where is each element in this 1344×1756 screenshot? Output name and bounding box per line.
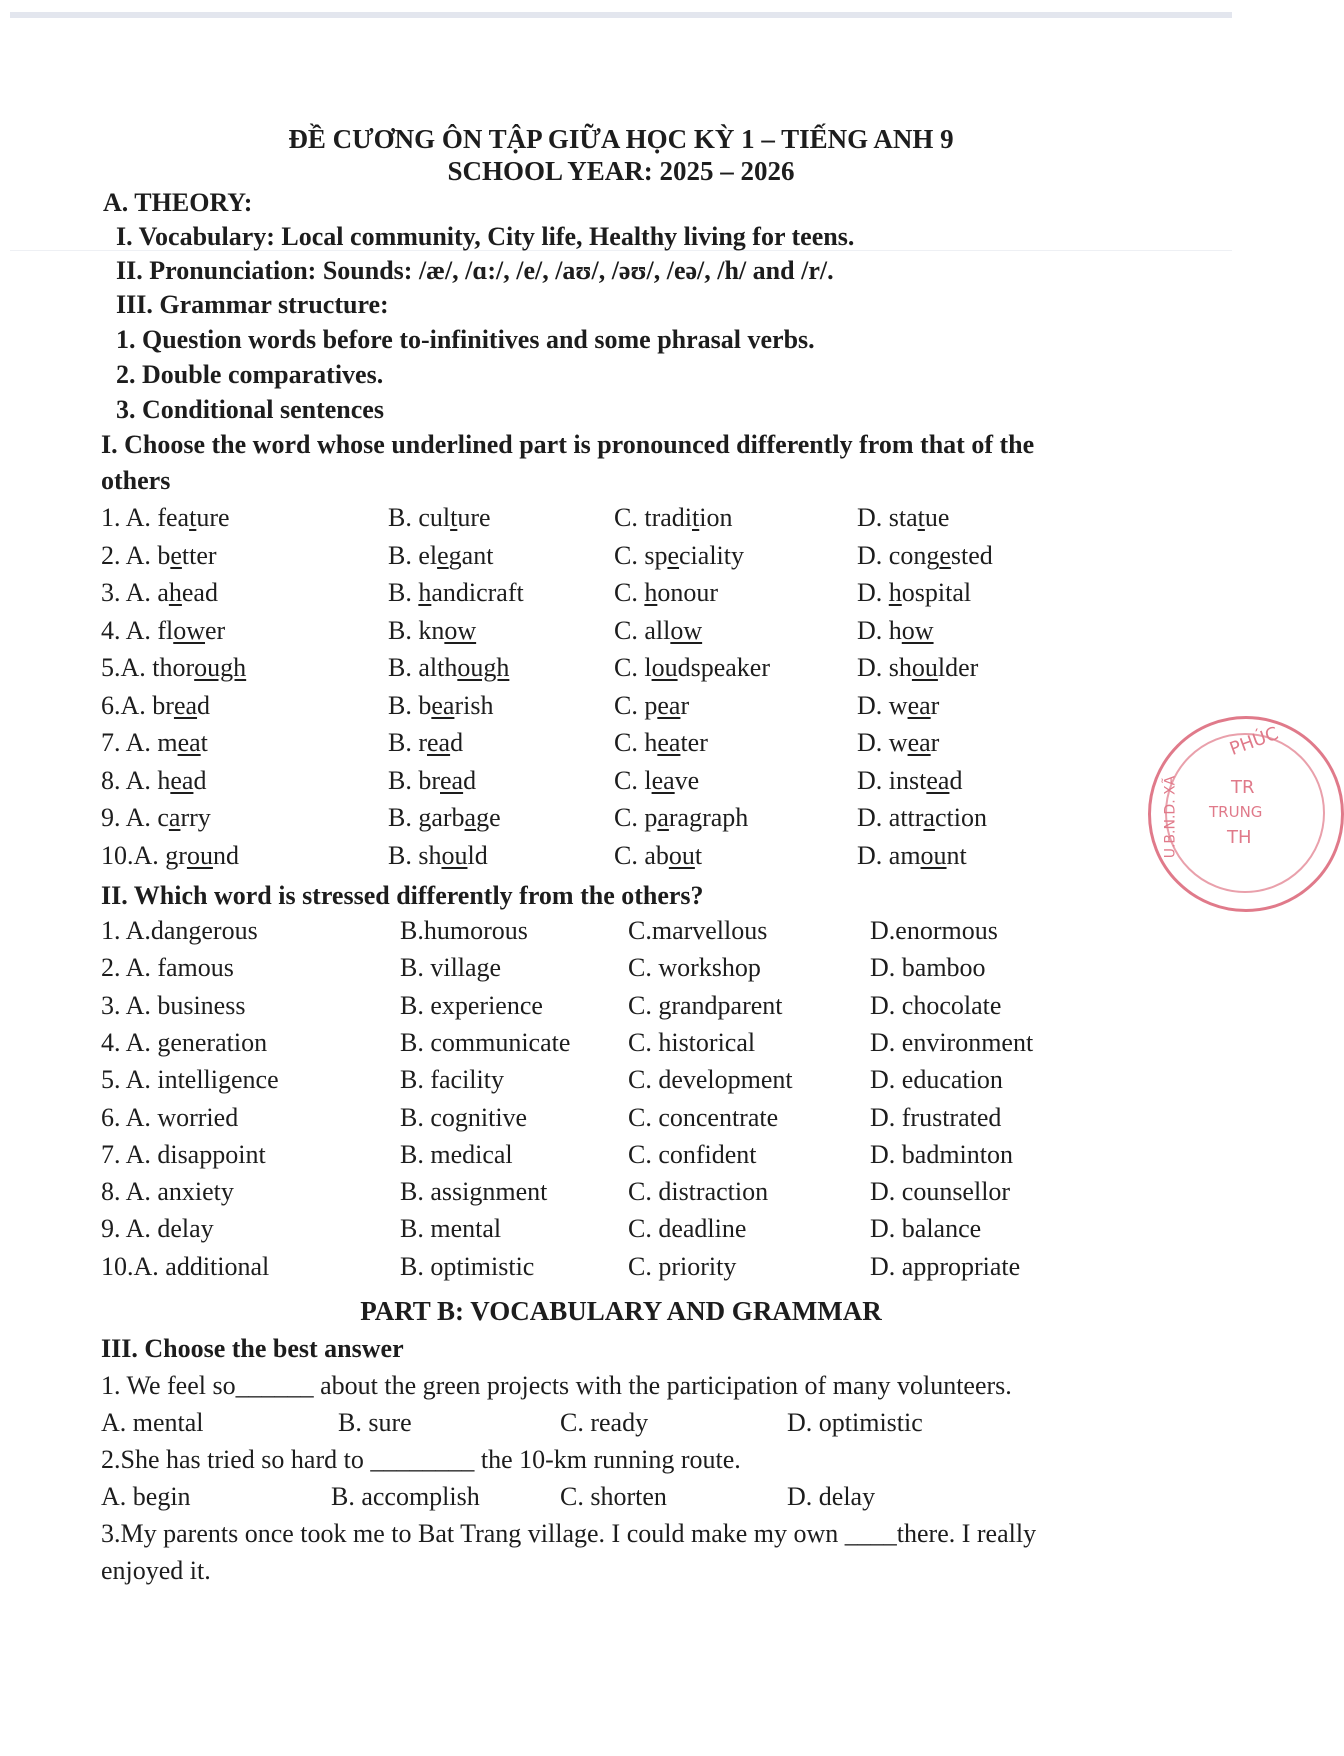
word-part: r <box>930 690 940 720</box>
underlined-part: ou <box>651 653 678 682</box>
underlined-part: e <box>170 540 182 570</box>
q2-option-b: B. accomplish <box>331 1482 480 1511</box>
stamp-text-2: TRUNG <box>1209 803 1263 821</box>
question-3: 3.My parents once took me to Bat Trang village. I could make my own ____there. I really <box>101 1519 1037 1548</box>
word-part: onour <box>657 578 719 607</box>
pron-option <box>614 728 708 758</box>
word-part: ge <box>476 803 501 832</box>
stress-option: D. bamboo <box>870 953 986 983</box>
pron-option <box>101 541 217 571</box>
underlined-part: ea <box>907 690 931 720</box>
underlined-part: t <box>692 503 700 532</box>
underlined-part: ow <box>901 615 934 645</box>
stress-option: C. distraction <box>628 1177 769 1207</box>
word-part: C. all <box>614 615 671 645</box>
underlined-part: ea <box>651 765 675 795</box>
word-part: B. alth <box>388 653 458 682</box>
pron-option <box>614 578 718 608</box>
word-part: gant <box>448 540 494 570</box>
word-part: d <box>450 728 464 757</box>
underlined-part: ea <box>177 728 201 757</box>
theory-vocab: I. Vocabulary: Local community, City life, Healthy living for teens. <box>116 222 855 251</box>
pron-option <box>101 766 206 796</box>
underlined-part: ou <box>441 840 468 870</box>
stress-option: 4. A. generation <box>101 1027 268 1057</box>
underlined-part: ou <box>911 653 938 682</box>
question-2: 2.She has tried so hard to ________ the 10-km running route. <box>101 1445 741 1474</box>
word-part: ion <box>699 503 733 532</box>
underlined-part: ea <box>657 690 681 720</box>
underlined-part: ea <box>907 728 931 757</box>
word-part: er <box>205 615 226 645</box>
underlined-part: h <box>644 578 658 607</box>
theory-grammar: III. Grammar structure: <box>116 290 389 319</box>
doc-title: ĐỀ CƯƠNG ÔN TẬP GIỮA HỌC KỲ 1 – TIẾNG ANH 9 <box>288 124 954 154</box>
pron-option <box>101 841 239 871</box>
word-part: d <box>193 765 207 795</box>
word-part: C. l <box>614 653 652 682</box>
underlined-part: e <box>939 540 951 570</box>
word-part: d <box>463 765 477 795</box>
word-part: C. sp <box>614 540 668 570</box>
stress-option: 2. A. famous <box>101 953 234 983</box>
underlined-part: a <box>923 803 935 832</box>
pron-option <box>614 803 748 833</box>
stress-option: B. experience <box>400 990 543 1020</box>
q1-option-d: D. optimistic <box>787 1408 923 1437</box>
word-part: 7. A. m <box>101 728 178 757</box>
word-part: D. cong <box>857 540 940 570</box>
pron-option <box>388 728 463 758</box>
underlined-part: t <box>189 503 197 532</box>
word-part: C. l <box>614 765 652 795</box>
underlined-part: h <box>418 578 432 607</box>
word-part: ction <box>934 803 987 832</box>
section1-heading: I. Choose the word whose underlined part is pronounced differently from that of the <box>101 430 1035 459</box>
pron-option <box>614 766 699 796</box>
grammar-item-2: 2. Double comparatives. <box>116 360 384 389</box>
stress-option: B. mental <box>400 1214 502 1244</box>
stress-option: C. deadline <box>628 1214 747 1244</box>
pron-option <box>857 691 939 721</box>
word-part: r <box>680 690 690 720</box>
underlined-part: ea <box>427 728 451 757</box>
word-part: rry <box>180 803 211 832</box>
question-1: 1. We feel so______ about the green projects with the participation of many volunteers. <box>101 1371 1012 1400</box>
word-part: D. h <box>857 615 902 645</box>
pron-option <box>101 728 208 758</box>
scan-edge <box>10 12 1232 18</box>
word-part: rish <box>454 690 494 720</box>
underlined-part: ow <box>444 615 477 645</box>
school-stamp <box>1148 716 1344 912</box>
pron-option <box>388 841 488 871</box>
word-part: 9. A. c <box>101 803 169 832</box>
word-part: B. kn <box>388 615 445 645</box>
word-part: 8. A. h <box>101 765 171 795</box>
word-part: ld <box>467 840 488 870</box>
stress-option: B. optimistic <box>400 1251 535 1281</box>
pron-option <box>101 803 211 833</box>
word-part: 2. A. b <box>101 540 171 570</box>
word-part: D. inst <box>857 765 927 795</box>
theory-heading: A. THEORY: <box>103 188 253 217</box>
pron-option <box>857 503 949 533</box>
word-part: nd <box>212 840 239 870</box>
q2-option-a: A. begin <box>101 1482 191 1511</box>
q2-option-d: D. delay <box>787 1482 876 1511</box>
pron-option <box>857 803 987 833</box>
word-part: B. sh <box>388 840 442 870</box>
stress-option: 8. A. anxiety <box>101 1177 234 1207</box>
pron-option <box>614 691 689 721</box>
underlined-part: ea <box>173 690 198 720</box>
word-part: ragraph <box>668 803 749 832</box>
partb-heading: PART B: VOCABULARY AND GRAMMAR <box>360 1296 882 1326</box>
word-part: D. w <box>857 690 908 720</box>
underlined-part: a <box>657 803 669 832</box>
pron-option <box>388 653 509 683</box>
underlined-part: ou <box>186 840 213 870</box>
pron-option <box>101 503 230 533</box>
word-part: B. garb <box>388 803 465 832</box>
word-part: C. h <box>614 728 658 757</box>
word-part: B. b <box>388 690 432 720</box>
stress-option: C. confident <box>628 1139 757 1169</box>
word-part: B. r <box>388 728 427 757</box>
stress-option: B. medical <box>400 1139 513 1169</box>
section3-heading: III. Choose the best answer <box>101 1334 404 1363</box>
pron-option <box>614 541 744 571</box>
word-part: D. sh <box>857 653 912 682</box>
underlined-part: e <box>667 540 680 570</box>
underlined-part: h <box>168 578 182 607</box>
pron-option <box>857 578 971 608</box>
stress-option: 6. A. worried <box>101 1102 239 1132</box>
stamp-text-top: PHÚC <box>1226 723 1282 760</box>
pron-option <box>101 691 210 721</box>
theory-pronunciation: II. Pronunciation: Sounds: /æ/, /ɑ:/, /e/, /aʊ/, /əʊ/, /eə/, /h/ and /r/. <box>116 256 834 285</box>
pron-option <box>388 803 501 833</box>
stress-option: C. priority <box>628 1251 737 1281</box>
word-part: dspeaker <box>677 653 770 682</box>
stress-option: D. chocolate <box>870 990 1002 1020</box>
stress-option: D.enormous <box>870 916 998 945</box>
word-part: t <box>200 728 208 757</box>
word-part: nt <box>946 840 967 870</box>
grammar-item-3: 3. Conditional sentences <box>116 395 384 424</box>
pron-option <box>614 616 702 646</box>
pron-option <box>614 653 770 683</box>
stamp-text-3: TH <box>1227 827 1252 848</box>
q1-option-b: B. sure <box>338 1408 412 1437</box>
stress-option: D. balance <box>870 1214 982 1244</box>
pron-option <box>101 578 218 608</box>
word-part: D. <box>857 578 889 607</box>
underlined-part: ou <box>668 840 695 870</box>
word-part: ure <box>196 503 230 532</box>
word-part: ue <box>924 503 950 532</box>
word-part: C. tradi <box>614 503 692 532</box>
word-part: ciality <box>679 540 744 570</box>
word-part: C. ab <box>614 840 669 870</box>
stress-option: B. communicate <box>400 1027 571 1057</box>
school-year: SCHOOL YEAR: 2025 – 2026 <box>447 156 795 186</box>
word-part: r <box>930 728 940 757</box>
stress-option: D. frustrated <box>870 1102 1002 1132</box>
word-part: C. <box>614 578 645 607</box>
underlined-part: ea <box>926 765 950 795</box>
pron-option <box>857 728 939 758</box>
section1-heading-cont: others <box>101 466 171 495</box>
underlined-part: ough <box>457 653 510 682</box>
word-part: 10.A. gr <box>101 840 187 870</box>
word-part: 6.A. br <box>101 690 174 720</box>
question-3-cont: enjoyed it. <box>101 1556 211 1585</box>
word-part: ure <box>457 503 491 532</box>
stress-option: 10.A. additional <box>101 1251 270 1281</box>
word-part: lder <box>937 653 979 682</box>
stress-option: D. counsellor <box>870 1177 1011 1207</box>
pron-option <box>388 616 476 646</box>
underlined-part: ea <box>657 728 681 757</box>
pron-option <box>388 541 493 571</box>
underlined-part: t <box>917 503 925 532</box>
word-part: B. el <box>388 540 438 570</box>
pron-option <box>101 616 225 646</box>
stress-option: 7. A. disappoint <box>101 1139 266 1169</box>
word-part: ve <box>674 765 700 795</box>
pron-option <box>857 616 934 646</box>
stress-option: 9. A. delay <box>101 1214 214 1244</box>
word-part: ter <box>680 728 708 757</box>
word-part: ospital <box>901 578 972 607</box>
pron-option <box>101 653 246 683</box>
pron-option <box>857 766 962 796</box>
word-part: C. p <box>614 690 658 720</box>
stress-option: B. facility <box>400 1065 504 1095</box>
stress-option: D. badminton <box>870 1139 1013 1169</box>
pron-option <box>388 503 491 533</box>
stress-option: 3. A. business <box>101 990 246 1020</box>
stress-option: B. cognitive <box>400 1102 528 1132</box>
underlined-part: ow <box>670 615 703 645</box>
word-part: 5.A. thor <box>101 653 195 682</box>
word-part: tter <box>181 540 217 570</box>
stress-option: B.humorous <box>400 916 528 945</box>
word-part: sted <box>950 540 993 570</box>
section2-heading: II. Which word is stressed differently from the others? <box>101 881 704 910</box>
underlined-part: ough <box>194 653 247 682</box>
word-part: t <box>694 840 703 870</box>
pron-option <box>857 541 993 571</box>
pron-option <box>857 841 967 871</box>
pron-option <box>388 578 524 608</box>
underlined-part: t <box>450 503 458 532</box>
word-part: D. sta <box>857 503 918 532</box>
stress-option: 1. A.dangerous <box>101 916 258 945</box>
underlined-part: a <box>168 803 181 832</box>
stamp-text-side: U.B.N.D. XÃ <box>1162 775 1179 859</box>
q2-option-c: C. shorten <box>560 1482 667 1511</box>
stress-option: C. concentrate <box>628 1102 779 1132</box>
word-part: 4. A. fl <box>101 615 174 645</box>
pron-option <box>857 653 978 683</box>
q1-option-a: A. mental <box>101 1408 204 1437</box>
pron-option <box>614 503 732 533</box>
word-part: andicraft <box>431 578 524 607</box>
word-part: d <box>197 690 211 720</box>
pron-option <box>388 766 476 796</box>
stress-option: C.marvellous <box>628 916 768 945</box>
underlined-part: a <box>464 803 477 832</box>
stress-option: C. development <box>628 1065 793 1095</box>
underlined-part: ea <box>440 765 464 795</box>
grammar-item-1: 1. Question words before to-infinitives and some phrasal verbs. <box>116 325 815 354</box>
stress-option: B. assignment <box>400 1177 548 1207</box>
stress-option: C. grandparent <box>628 990 783 1020</box>
pron-option <box>388 691 493 721</box>
underlined-part: e <box>437 540 449 570</box>
word-part: 1. A. fea <box>101 503 190 532</box>
underlined-part: ea <box>431 690 455 720</box>
stress-option: B. village <box>400 953 502 983</box>
stamp-text-1: TR <box>1231 777 1255 798</box>
word-part: 3. A. a <box>101 578 169 607</box>
underlined-part: ow <box>173 615 206 645</box>
stress-option: D. education <box>870 1065 1003 1095</box>
stress-option: D. appropriate <box>870 1251 1021 1281</box>
word-part: D. w <box>857 728 908 757</box>
stress-option: D. environment <box>870 1027 1034 1057</box>
stress-option: 5. A. intelligence <box>101 1065 279 1095</box>
stress-option: C. workshop <box>628 953 761 983</box>
stress-option: C. historical <box>628 1027 756 1057</box>
underlined-part: ou <box>920 840 947 870</box>
underlined-part: ea <box>170 765 194 795</box>
word-part: d <box>949 765 963 795</box>
underlined-part: h <box>888 578 902 607</box>
word-part: D. am <box>857 840 921 870</box>
word-part: D. attr <box>857 803 924 832</box>
q1-option-c: C. ready <box>560 1408 649 1437</box>
word-part: B. br <box>388 765 440 795</box>
pron-option <box>614 841 702 871</box>
word-part: C. p <box>614 803 658 832</box>
word-part: ead <box>181 578 218 607</box>
word-part: B. <box>388 578 419 607</box>
word-part: B. cul <box>388 503 451 532</box>
